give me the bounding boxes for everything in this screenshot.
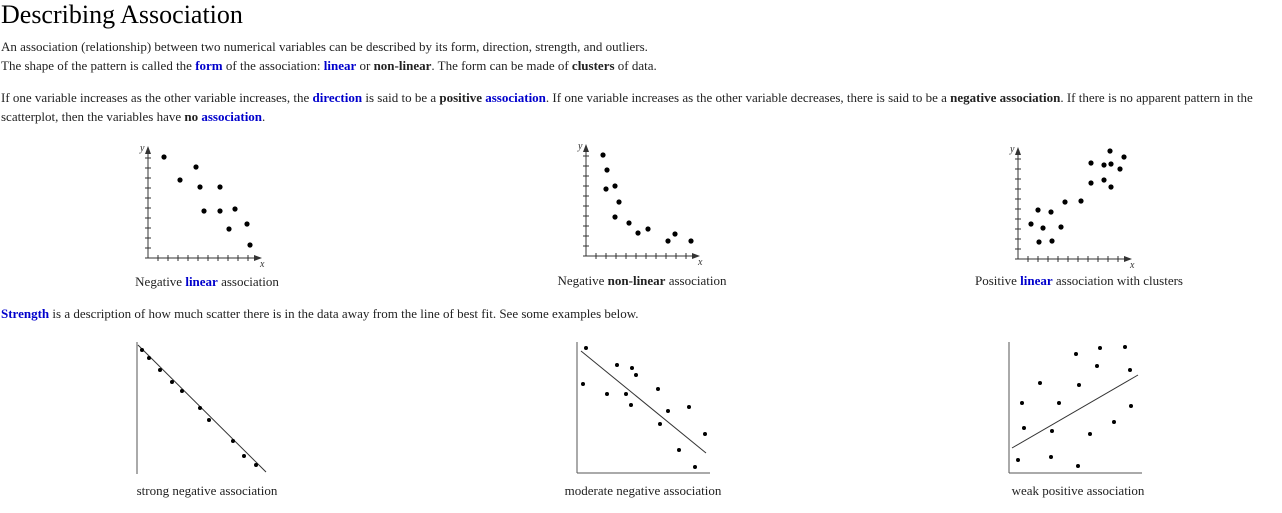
y-arrow-icon: [1015, 147, 1021, 155]
data-point: [1049, 455, 1053, 459]
data-point: [1088, 180, 1093, 185]
non-linear-term: non-linear: [373, 58, 432, 73]
caption-negative-linear: [47, 274, 367, 290]
caption-moderate-negative: moderate negative association: [564, 483, 722, 498]
data-point: [1049, 238, 1054, 243]
positive-term: positive: [439, 90, 482, 105]
caption-weak-positive: weak positive association: [1011, 483, 1145, 498]
axes: [1015, 149, 1130, 262]
data-point: [1123, 345, 1127, 349]
association-link[interactable]: association: [485, 90, 546, 105]
data-point: [626, 220, 631, 225]
data-point: [1117, 166, 1122, 171]
data-point: [600, 152, 605, 157]
data-point: [193, 164, 198, 169]
data-point: [207, 418, 211, 422]
data-point: [1035, 207, 1040, 212]
data-point: [161, 154, 166, 159]
data-point: [1020, 401, 1024, 405]
data-point: [616, 199, 621, 204]
data-point: [612, 214, 617, 219]
caption-positive-clusters: [919, 273, 1239, 289]
intro-paragraph: [1, 37, 1276, 75]
caption-text: association with clusters: [1052, 273, 1183, 288]
caption-negative-nonlinear: [482, 273, 802, 289]
text-run: If one variable increases as the other variable increases, the: [1, 90, 313, 105]
text-run: is a description of how much scatter there is in the data away from the line of best fit. See some examples below.: [49, 306, 639, 321]
linear-link[interactable]: linear: [185, 274, 218, 289]
data-point: [666, 409, 670, 413]
clusters-term: clusters: [571, 58, 615, 73]
data-point: [635, 230, 640, 235]
data-point: [231, 439, 235, 443]
no-term: no: [184, 109, 199, 124]
y-axis-label: y: [140, 143, 145, 154]
data-point: [1077, 383, 1081, 387]
x-axis-label: x: [1130, 260, 1135, 271]
data-point: [1101, 177, 1106, 182]
data-point: [140, 348, 144, 352]
data-point: [612, 183, 617, 188]
data-point: [615, 363, 619, 367]
data-point: [177, 177, 182, 182]
data-point: [197, 184, 202, 189]
data-point: [1058, 224, 1063, 229]
data-point: [688, 238, 693, 243]
data-point: [1062, 199, 1067, 204]
data-point: [1028, 221, 1033, 226]
intro-sentence-1: An association (relationship) between two numerical variables can be described by its form, direction, strength, and outliers.: [1, 39, 648, 54]
direction-paragraph: [1, 88, 1279, 126]
data-point: [1074, 352, 1078, 356]
data-point: [1098, 346, 1102, 350]
data-point: [672, 231, 677, 236]
y-axis-label: y: [578, 141, 583, 152]
data-point: [1101, 162, 1106, 167]
data-point: [1048, 209, 1053, 214]
data-point: [217, 208, 222, 213]
scatter-weak-positive: [1002, 338, 1148, 478]
data-point: [624, 392, 628, 396]
caption-text: association: [665, 273, 727, 288]
data-point: [605, 392, 609, 396]
data-point: [242, 454, 246, 458]
strength-paragraph: [1, 304, 1276, 323]
data-point: [1057, 401, 1061, 405]
caption-strong-negative: strong negative association: [136, 483, 278, 498]
negative-association-term: negative association: [950, 90, 1061, 105]
association-link-2[interactable]: association: [201, 109, 263, 124]
text-run: The shape of the pattern is called the: [1, 58, 196, 73]
data-point: [693, 465, 697, 469]
data-point: [232, 206, 237, 211]
data-point: [1128, 368, 1132, 372]
linear-link[interactable]: linear: [323, 58, 357, 73]
scatter-negative-linear: [132, 142, 272, 270]
scatter-strong-negative: [128, 338, 278, 480]
data-point: [604, 167, 609, 172]
data-point: [170, 380, 174, 384]
data-point: [658, 422, 662, 426]
data-point: [630, 366, 634, 370]
axes: [583, 146, 698, 259]
data-point: [1038, 381, 1042, 385]
data-point: [1088, 160, 1093, 165]
x-axis-label: x: [698, 257, 703, 268]
fit-line: [138, 345, 266, 472]
data-point: [180, 389, 184, 393]
data-point: [247, 242, 252, 247]
data-point: [656, 387, 660, 391]
strength-link[interactable]: Strength: [1, 306, 50, 321]
caption-text: Negative: [557, 273, 608, 288]
data-point: [687, 405, 691, 409]
data-point: [1121, 154, 1126, 159]
data-point: [1078, 198, 1083, 203]
axes: [145, 148, 260, 261]
data-point: [1088, 432, 1092, 436]
scatter-moderate-negative: [570, 338, 716, 478]
caption-text: association: [217, 274, 279, 289]
scatter-positive-clusters: [1002, 143, 1142, 271]
data-point: [645, 226, 650, 231]
data-point: [581, 382, 585, 386]
data-point: [244, 221, 249, 226]
data-point: [1129, 404, 1133, 408]
x-axis-label: x: [260, 259, 265, 270]
data-point: [603, 186, 608, 191]
text-run: of data.: [614, 58, 657, 73]
data-point: [634, 373, 638, 377]
text-run: . If there is no apparent pattern in the scatterplot, then the variables have: [1, 90, 1253, 124]
data-point: [703, 432, 707, 436]
text-run: .: [262, 109, 266, 124]
data-point: [1076, 464, 1080, 468]
data-point: [1036, 239, 1041, 244]
non-linear-term: non-linear: [607, 273, 666, 288]
data-point: [1022, 426, 1026, 430]
data-point: [677, 448, 681, 452]
data-point: [1108, 161, 1113, 166]
text-run: is said to be a: [362, 90, 440, 105]
data-point: [584, 346, 588, 350]
scatter-negative-nonlinear: [570, 140, 710, 268]
text-run: . The form can be made of: [431, 58, 572, 73]
fit-line: [581, 351, 706, 453]
data-point: [665, 238, 670, 243]
data-point: [254, 463, 258, 467]
data-point: [226, 226, 231, 231]
data-point: [1095, 364, 1099, 368]
direction-link[interactable]: direction: [312, 90, 363, 105]
y-axis-label: y: [1010, 144, 1015, 155]
y-arrow-icon: [583, 144, 589, 152]
fit-line: [1012, 375, 1138, 448]
data-point: [1107, 148, 1112, 153]
data-point: [217, 184, 222, 189]
data-point: [1050, 429, 1054, 433]
y-arrow-icon: [145, 146, 151, 154]
text-run: of the association:: [222, 58, 324, 73]
data-point: [201, 208, 206, 213]
intro-sentence-2: [1, 56, 1276, 75]
text-run: or: [356, 58, 374, 73]
data-point: [1016, 458, 1020, 462]
data-point: [1040, 225, 1045, 230]
data-point: [147, 356, 151, 360]
data-point: [1112, 420, 1116, 424]
data-point: [1108, 184, 1113, 189]
page-title: Describing Association: [1, 0, 243, 29]
data-point: [158, 368, 162, 372]
caption-text: Positive: [975, 273, 1021, 288]
form-link[interactable]: form: [195, 58, 223, 73]
data-point: [198, 406, 202, 410]
caption-text: Negative: [135, 274, 186, 289]
text-run: . If one variable increases as the other variable decreases, there is said to be a: [545, 90, 951, 105]
data-point: [629, 403, 633, 407]
linear-link[interactable]: linear: [1020, 273, 1053, 288]
